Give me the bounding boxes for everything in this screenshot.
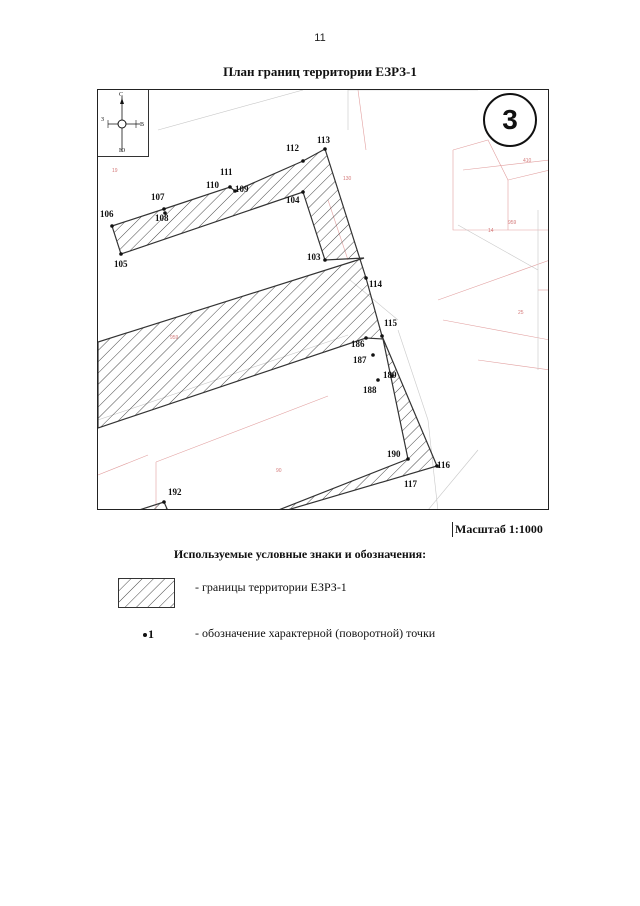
point-label-187: 187 [353,355,367,365]
compass-south: Ю [119,148,126,154]
point-dot [323,258,327,262]
point-dot [110,224,114,228]
point-label-106: 106 [100,209,114,219]
point-dot-icon [143,633,147,637]
hatch-swatch-icon [119,579,175,608]
point-label-190: 190 [387,449,401,459]
point-dot [301,190,305,194]
point-dot [376,378,380,382]
point-label-110: 110 [206,180,220,190]
compass-east: В [140,122,145,128]
legend-hatch-swatch [118,578,175,608]
point-dot [162,207,166,211]
point-label-114: 114 [369,279,383,289]
point-dot [380,334,384,338]
point-dot [371,353,375,357]
legend-hatch-text: - границы территории ЕЗРЗ-1 [195,580,347,594]
point-label-116: 116 [437,460,451,470]
point-dot [301,159,305,163]
point-label-117: 117 [404,479,418,489]
point-dot [406,457,410,461]
bg-label: 19 [112,168,118,174]
point-label-108: 108 [155,213,169,223]
point-label-189: 189 [383,370,397,380]
compass-north: С [119,92,124,98]
sheet-number-badge: 3 [483,93,537,147]
compass-west: З [101,117,105,123]
point-label-109: 109 [235,184,249,194]
bg-label: 130 [343,176,352,182]
point-label-188: 188 [363,385,377,395]
point-label-105: 105 [114,259,128,269]
point-label-111: 111 [220,167,233,177]
bg-label: 959 [170,335,179,341]
compass [98,90,149,157]
legend-title: Используемые условные знаки и обозначения: [173,547,427,561]
point-label-115: 115 [384,318,398,328]
point-dot [323,147,327,151]
point-label-113: 113 [317,135,331,145]
point-dot [364,276,368,280]
page-number: 11 [314,32,326,44]
map-frame [97,89,549,510]
point-label-104: 104 [286,195,300,205]
map-drawing [98,90,549,510]
point-label-103: 103 [307,252,321,262]
bg-label: 25 [518,310,524,316]
legend-point-symbol [143,627,154,642]
point-label-107: 107 [151,192,165,202]
legend-point-number: 1 [148,627,154,641]
bg-label: 14 [488,228,494,234]
scale-label: Масштаб 1:1000 [452,522,543,537]
point-label-112: 112 [286,143,300,153]
plan-title: План границ территории ЕЗРЗ-1 [223,64,417,79]
legend-point-text: - обозначение характерной (поворотной) точки [195,626,436,640]
bg-label: 959 [508,220,517,226]
point-dot [162,500,166,504]
bg-label: 410 [523,158,532,164]
bg-label: 90 [276,468,282,474]
point-label-192: 192 [168,487,182,497]
point-label-186: 186 [351,339,365,349]
point-dot [119,252,123,256]
point-dot [228,185,232,189]
